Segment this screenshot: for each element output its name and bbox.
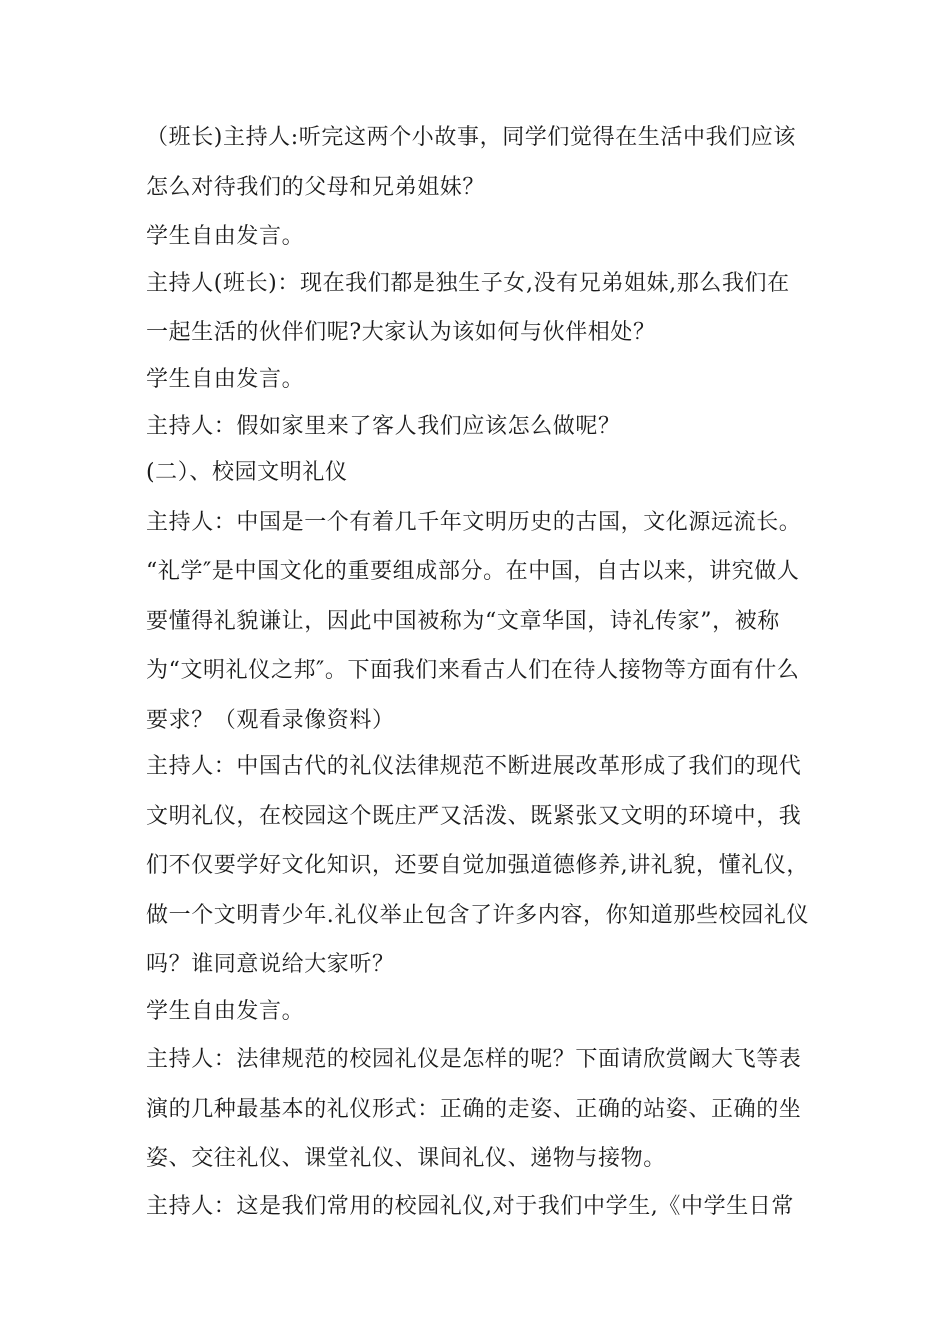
text-line: 学生自由发言。 [146, 224, 305, 249]
text-line: 怎么对待我们的父母和兄弟姐妹？ [146, 175, 486, 200]
text-line: “礼学″是中国文化的重要组成部分。在中国，自古以来，讲究做人 [146, 559, 800, 584]
text-line: 要求？（观看录像资料） [146, 708, 395, 733]
text-line: 学生自由发言。 [146, 367, 305, 392]
text-line: 主持人：这是我们常用的校园礼仪,对于我们中学生,《中学生日常 [146, 1194, 794, 1219]
text-line: 吗？谁同意说给大家听？ [146, 952, 395, 977]
text-line: 学生自由发言。 [146, 999, 305, 1024]
text-line: 主持人：中国古代的礼仪法律规范不断进展改革形成了我们的现代 [146, 754, 802, 779]
text-line: 为“文明礼仪之邦″。下面我们来看古人们在待人接物等方面有什么 [146, 658, 800, 683]
text-line: 们不仅要学好文化知识，还要自觉加强道德修养,讲礼貌，懂礼仪， [146, 853, 809, 878]
text-line: （班长)主持人:听完这两个小故事，同学们觉得在生活中我们应该 [146, 125, 796, 150]
text-line: 主持人：法律规范的校园礼仪是怎样的呢？下面请欣赏阚大飞等表 [146, 1047, 802, 1072]
text-line: 一起生活的伙伴们呢?大家认为该如何与伙伴相处？ [146, 320, 656, 345]
text-line: 主持人：假如家里来了客人我们应该怎么做呢？ [146, 414, 621, 439]
text-line: 做一个文明青少年.礼仪举止包含了许多内容，你知道那些校园礼仪 [146, 903, 809, 928]
section-heading: (二）、校园文明礼仪 [146, 460, 348, 485]
text-line: 主持人：中国是一个有着几千年文明历史的古国，文化源远流长。 [146, 510, 802, 535]
text-line: 演的几种最基本的礼仪形式：正确的走姿、正确的站姿、正确的坐 [146, 1097, 802, 1122]
text-line: 姿、交往礼仪、课堂礼仪、课间礼仪、递物与接物。 [146, 1146, 666, 1171]
text-line: 主持人(班长)：现在我们都是独生子女,没有兄弟姐妹,那么我们在 [146, 271, 790, 296]
text-line: 要懂得礼貌谦让，因此中国被称为“文章华国，诗礼传家”，被称 [146, 609, 780, 634]
text-line: 文明礼仪，在校园这个既庄严又活泼、既紧张又文明的环境中，我 [146, 804, 802, 829]
